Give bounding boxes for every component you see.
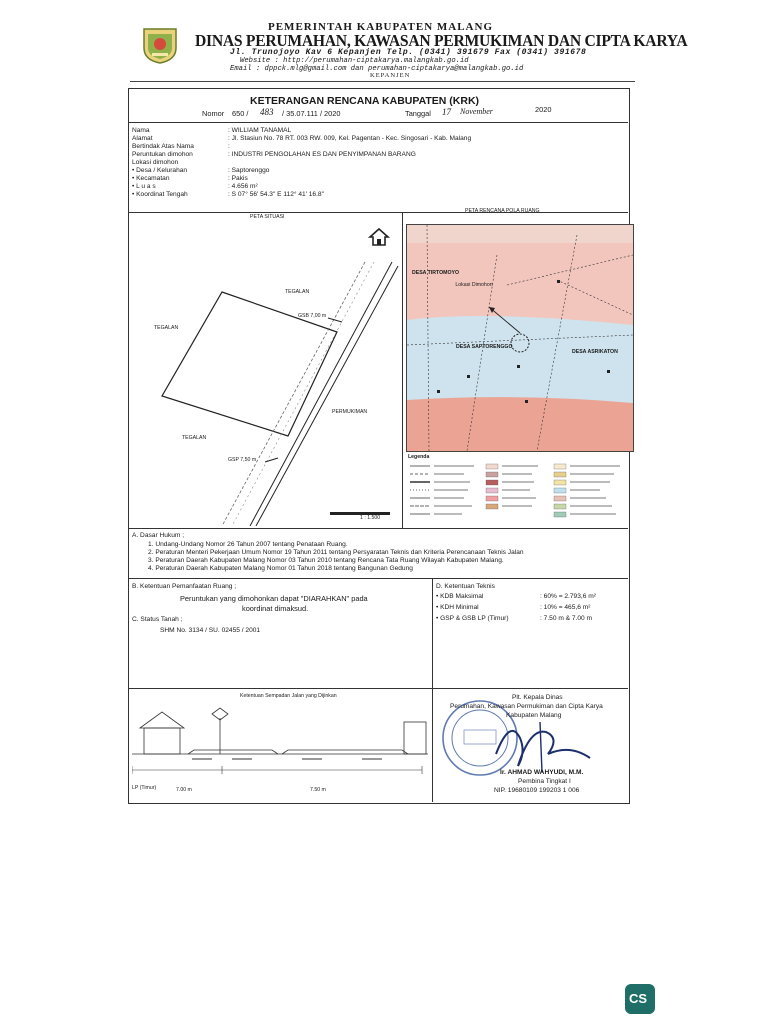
nomor-value: 650 / bbox=[232, 109, 249, 118]
alamat-value: : Jl. Stasiun No. 78 RT. 003 RW. 009, Kel. Pagentan - Kec. Singosari - Kab. Malang bbox=[228, 135, 472, 142]
bottom-divider-v bbox=[432, 688, 433, 802]
tanggal-label: Tanggal bbox=[405, 109, 431, 118]
desa-value: : Saptorenggo bbox=[228, 167, 270, 174]
kdb-value: : 60% = 2.793,6 m² bbox=[540, 593, 596, 600]
nomor-label: Nomor bbox=[202, 109, 225, 118]
luas-label-text: L u a s bbox=[136, 183, 156, 190]
luas-label: • L u a s bbox=[132, 183, 156, 190]
maps-top-line bbox=[128, 212, 628, 213]
peta-situasi-header: PETA SITUASI bbox=[250, 214, 285, 220]
kec-label: • Kecamatan bbox=[132, 175, 170, 182]
kdh-value: : 10% = 465,6 m² bbox=[540, 604, 591, 611]
signatory-title-2: Perumahan, Kawasan Permukiman dan Cipta Karya bbox=[450, 703, 603, 710]
maps-bottom-line bbox=[128, 528, 628, 529]
signatory-title-3: Kabupaten Malang bbox=[506, 712, 562, 719]
document-page bbox=[120, 18, 688, 808]
letterhead-email: Email : dppck.mlg@gmail.com dan perumahan-ciptakarya@malangkab.go.id bbox=[230, 65, 524, 73]
kec-value: : Pakis bbox=[228, 175, 248, 182]
gsp-gsb-value: : 7.50 m & 7.00 m bbox=[540, 615, 593, 622]
status-tanah-value: SHM No. 3134 / SU. 02455 / 2001 bbox=[160, 627, 261, 634]
letterhead-department: DINAS PERUMAHAN, KAWASAN PERMUKIMAN DAN CIPTA KARYA bbox=[195, 31, 688, 50]
tegalan-bottom-label: TEGALAN bbox=[182, 435, 207, 441]
desa-saptorenggo-label: DESA SAPTORENGGO bbox=[456, 344, 513, 350]
status-tanah-heading: C. Status Tanah ; bbox=[132, 616, 183, 623]
north-house-icon bbox=[370, 229, 388, 245]
legend-title: Legenda bbox=[408, 454, 430, 460]
desa-tirtomoyo-label: DESA TIRTOMOYO bbox=[412, 270, 459, 276]
section-divider-1 bbox=[128, 578, 628, 579]
camscanner-badge[interactable] bbox=[625, 984, 655, 1014]
section-diagram-title: Ketentuan Sempadan Jalan yang Dijinkan bbox=[240, 693, 337, 699]
koord-label-text: Koordinat Tengah bbox=[136, 191, 188, 198]
doc-title: KETERANGAN RENCANA KABUPATEN (KRK) bbox=[250, 95, 480, 107]
dasar-hukum-item-4: 4. Peraturan Daerah Kabupaten Malang Nomor 01 Tahun 2018 tentang Bangunan Gedung bbox=[148, 565, 413, 572]
desa-label-text: Desa / Kelurahan bbox=[136, 167, 188, 174]
signatory-title-1: Plt. Kepala Dinas bbox=[512, 694, 563, 701]
gsp-gsb-label-text: GSP & GSB LP (Timur) bbox=[440, 615, 509, 622]
letterhead-government: PEMERINTAH KABUPATEN MALANG bbox=[268, 21, 493, 33]
lokasi-dimohon-label: Lokasi Dimohon bbox=[455, 282, 493, 288]
alias-label: Bertindak Atas Nama bbox=[132, 143, 194, 150]
tegalan-left-label: TEGALAN bbox=[154, 325, 179, 331]
signatory-name: Ir. AHMAD WAHYUDI, M.M. bbox=[500, 769, 584, 776]
signatory-rank: Pembina Tingkat I bbox=[518, 778, 571, 785]
kdh-label-text: KDH Minimal bbox=[440, 604, 479, 611]
site-plan bbox=[130, 222, 400, 526]
peta-rencana-header: PETA RENCANA POLA RUANG bbox=[465, 208, 540, 214]
dasar-hukum-item-3: 3. Peraturan Daerah Kabupaten Malang Nomor 03 Tahun 2010 tentang Rencana Tata Ruang Wilayah Kabupaten Malang. bbox=[148, 557, 504, 564]
ketentuan-teknis-heading: D. Ketentuan Teknis bbox=[436, 583, 495, 590]
peruntukan-label: Peruntukan dimohon bbox=[132, 151, 193, 158]
dim-7-50-label: 7.50 m bbox=[310, 787, 326, 793]
section-divider-2 bbox=[128, 688, 628, 689]
nama-label: Nama bbox=[132, 127, 150, 134]
dasar-hukum-heading: A. Dasar Hukum ; bbox=[132, 532, 185, 539]
ketentuan-pemanfaatan-heading: B. Ketentuan Pemanfaatan Ruang ; bbox=[132, 583, 237, 590]
luas-value: : 4.656 m² bbox=[228, 183, 258, 190]
dasar-hukum-item-2: 2. Peraturan Menteri Pekerjaan Umum Nomor 19 Tahun 2011 tentang Persyaratan Teknis dan Kriteria Perencanaan Teknis Jalan bbox=[148, 549, 524, 556]
tanggal-month: November bbox=[460, 107, 493, 116]
ketentuan-pemanfaatan-line2: koordinat dimaksud. bbox=[242, 604, 309, 613]
gsp-gsb-label: • GSP & GSB LP (Timur) bbox=[436, 615, 509, 622]
desa-asrikaton-label: DESA ASRIKATON bbox=[572, 349, 618, 355]
kdh-label: • KDH Minimal bbox=[436, 604, 479, 611]
permukiman-label: PERMUKIMAN bbox=[332, 409, 368, 415]
kdb-label-text: KDB Maksimal bbox=[440, 593, 484, 600]
letterhead-city: KEPANJEN bbox=[370, 72, 411, 79]
signatory-nip: NIP. 19680109 199203 1 006 bbox=[494, 787, 580, 794]
road-section-diagram bbox=[132, 700, 428, 784]
letterhead-divider bbox=[130, 81, 635, 82]
peruntukan-value: : INDUSTRI PENGOLAHAN ES DAN PENYIMPANAN BARANG bbox=[228, 151, 416, 158]
nomor-handwritten: 483 bbox=[260, 107, 274, 117]
koord-label: • Koordinat Tengah bbox=[132, 191, 188, 198]
gsb-label: GSB 7,00 m bbox=[298, 313, 327, 319]
camscanner-badge-text: CS bbox=[629, 991, 648, 1006]
nama-value: : WILLIAM TANAMAL bbox=[228, 127, 292, 134]
dasar-hukum-item-1: 1. Undang-Undang Nomor 26 Tahun 2007 tentang Penataan Ruang. bbox=[148, 541, 348, 548]
lp-timur-label: LP (Timur) bbox=[132, 785, 157, 791]
maps-divider bbox=[402, 212, 403, 528]
letterhead-address: Jl. Trunojoyo Kav 6 Kepanjen Telp. (0341) 391679 Fax (0341) 391678 bbox=[230, 48, 587, 57]
letterhead-website: Website : http://perumahan-ciptakarya.malangkab.go.id bbox=[240, 57, 469, 65]
nomor-rest: / 35.07.111 / 2020 bbox=[282, 109, 341, 118]
kec-label-text: Kecamatan bbox=[136, 175, 170, 182]
dim-7-00-label: 7.00 m bbox=[176, 787, 192, 793]
gsp-label: GSP 7,50 m bbox=[228, 457, 257, 463]
zoning-map bbox=[406, 224, 634, 452]
koord-value: : S 07° 56' 54.3" E 112° 41' 16.8" bbox=[228, 191, 324, 198]
tegalan-top-label: TEGALAN bbox=[285, 289, 310, 295]
lokasi-label: Lokasi dimohon bbox=[132, 159, 179, 166]
tanggal-year: 2020 bbox=[535, 105, 552, 114]
kdb-label: • KDB Maksimal bbox=[436, 593, 484, 600]
ketentuan-pemanfaatan-line1: Peruntukan yang dimohonkan dapat "DIARAHKAN" pada bbox=[180, 594, 368, 603]
malang-regency-logo bbox=[140, 26, 180, 64]
title-divider bbox=[128, 122, 628, 123]
scale-label: 1 : 1.500 bbox=[360, 515, 381, 521]
alamat-label: Alamat bbox=[132, 135, 153, 142]
section-divider-v bbox=[432, 578, 433, 688]
tanggal-day: 17 bbox=[442, 107, 451, 117]
map-legend bbox=[408, 462, 628, 524]
alias-value: : bbox=[228, 143, 230, 150]
desa-label: • Desa / Kelurahan bbox=[132, 167, 188, 174]
